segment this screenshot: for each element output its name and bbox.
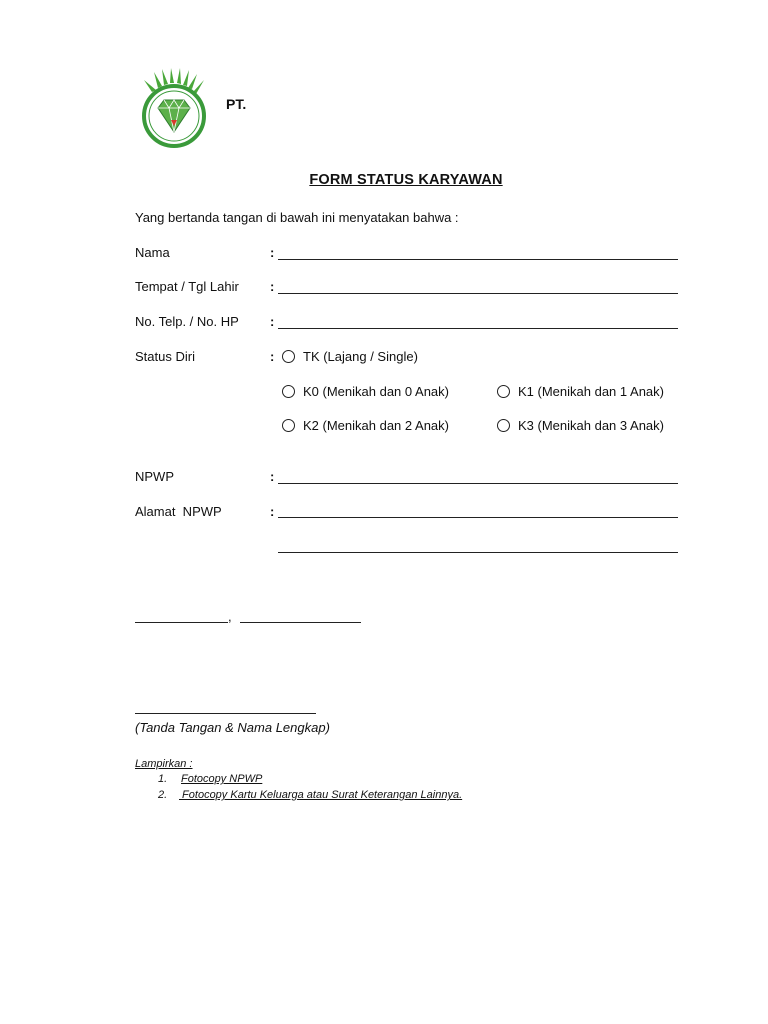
- option-k3-label: K3 (Menikah dan 3 Anak): [518, 418, 664, 433]
- attachment-item: Fotocopy Kartu Keluarga atau Surat Keterangan Lainnya.: [179, 789, 463, 801]
- option-k0-label: K0 (Menikah dan 0 Anak): [303, 384, 449, 399]
- option-tk-label: TK (Lajang / Single): [303, 349, 418, 364]
- signature-line[interactable]: [135, 713, 316, 714]
- attachment-number: 2.: [158, 789, 168, 801]
- colon: :: [270, 349, 275, 364]
- npwp-input-line[interactable]: [278, 483, 678, 484]
- label-npwp: NPWP: [135, 469, 174, 484]
- label-alamat-npwp: Alamat NPWP: [135, 504, 222, 519]
- place-input-line[interactable]: [135, 622, 228, 623]
- company-logo: [136, 68, 212, 152]
- radio-k3[interactable]: [497, 419, 510, 432]
- place-date-separator: ,: [228, 609, 232, 624]
- alamat-npwp-input-line-2[interactable]: [278, 552, 678, 553]
- radio-tk[interactable]: [282, 350, 295, 363]
- telp-input-line[interactable]: [278, 328, 678, 329]
- signature-caption: (Tanda Tangan & Nama Lengkap): [135, 720, 330, 735]
- attachment-item: Fotocopy NPWP: [181, 773, 263, 785]
- intro-text: Yang bertanda tangan di bawah ini menyatakan bahwa :: [135, 210, 459, 225]
- colon: :: [270, 469, 275, 484]
- label-nama: Nama: [135, 245, 170, 260]
- date-input-line[interactable]: [240, 622, 361, 623]
- option-k1-label: K1 (Menikah dan 1 Anak): [518, 384, 664, 399]
- label-status: Status Diri: [135, 349, 195, 364]
- radio-k0[interactable]: [282, 385, 295, 398]
- ttl-input-line[interactable]: [278, 293, 678, 294]
- colon: :: [270, 504, 275, 519]
- company-prefix: PT.: [226, 96, 247, 112]
- attachment-number: 1.: [158, 773, 168, 785]
- colon: :: [270, 279, 275, 294]
- nama-input-line[interactable]: [278, 259, 678, 260]
- form-title: FORM STATUS KARYAWAN: [309, 172, 503, 188]
- radio-k1[interactable]: [497, 385, 510, 398]
- logo-emblem-icon: [136, 68, 212, 152]
- colon: :: [270, 314, 275, 329]
- attachments-heading: Lampirkan :: [135, 758, 193, 770]
- label-ttl: Tempat / Tgl Lahir: [135, 279, 239, 294]
- label-telp: No. Telp. / No. HP: [135, 314, 239, 329]
- radio-k2[interactable]: [282, 419, 295, 432]
- colon: :: [270, 245, 275, 260]
- alamat-npwp-input-line[interactable]: [278, 517, 678, 518]
- option-k2-label: K2 (Menikah dan 2 Anak): [303, 418, 449, 433]
